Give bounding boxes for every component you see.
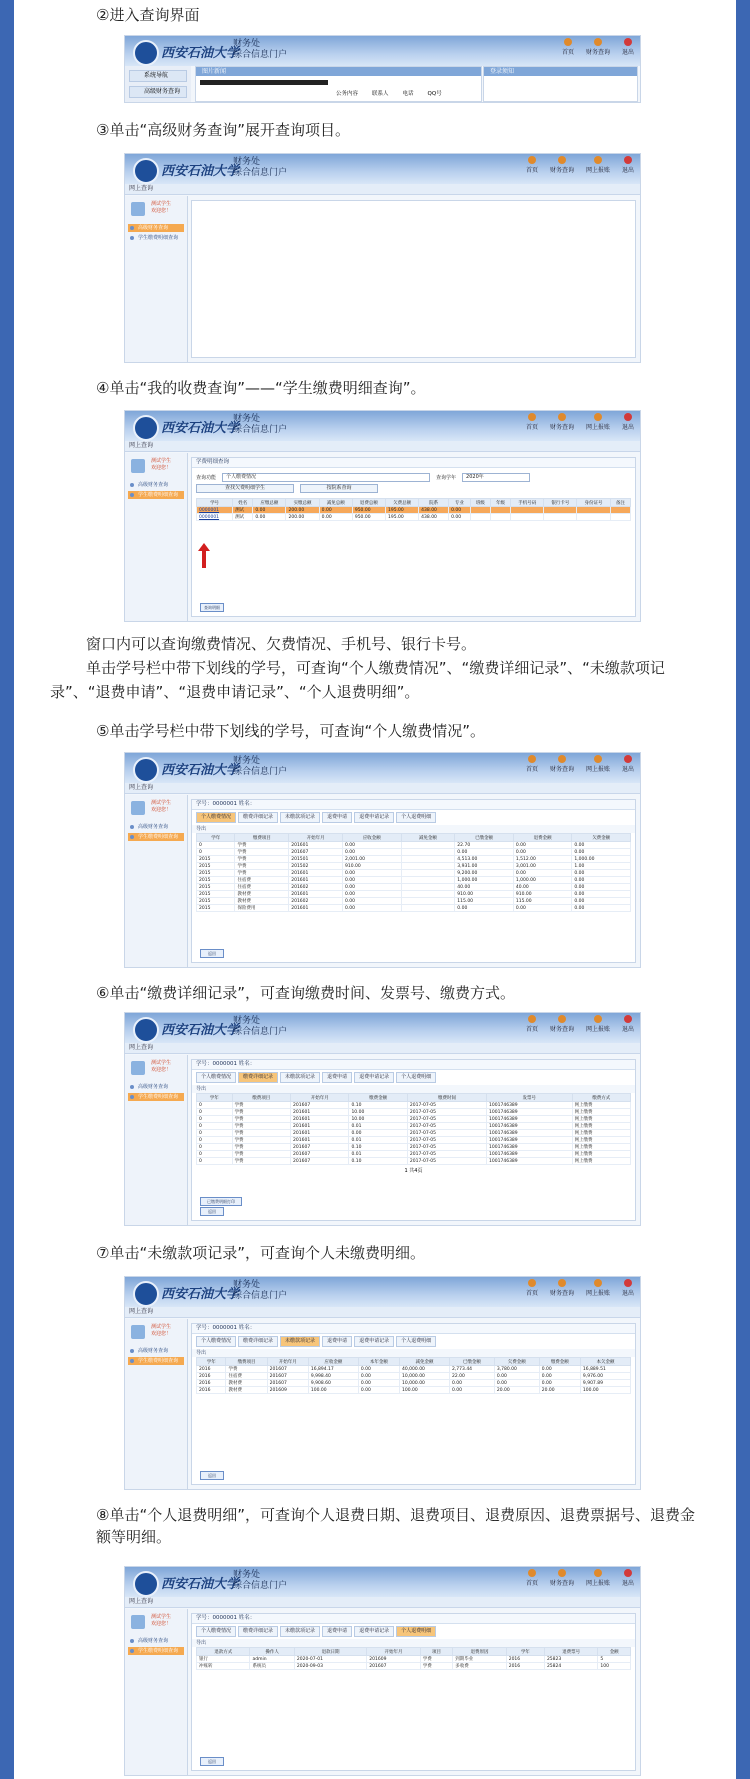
screenshot-advanced-query: 西安石油大学 财务处 综合信息门户 首页 财务查询 网上报账 退出 网上查询 测试学生 欢迎您！ 高级财务查询 学生缴费明细查询 (124, 153, 641, 363)
logout-icon[interactable]: 退出 (622, 38, 634, 56)
step-4-text: ④单击“我的收费查询”——“学生缴费明细查询”。 (96, 379, 426, 397)
return-button[interactable]: 返回 (200, 949, 224, 958)
table-row: 2016 教材费 201609 100.00 0.00 100.00 0.00 20.00 20.00 100.00 (197, 1387, 631, 1394)
red-arrow-icon (202, 550, 206, 568)
panel-title: 学费明细查询 (192, 458, 635, 468)
unpaid-table (196, 1357, 631, 1394)
tab-bar (196, 812, 631, 823)
table-row: 0 学费 201601 10.00 2017-07-05 1001746389 网上缴费 (197, 1116, 631, 1123)
fee-table: 学号 姓名 应缴总额 实缴总额 减免总额 退费总额 欠费总额 院系 专业 班级 年级 手机号码 银行卡号 身份证号 备注 0000001 测试 0.00 200.00 0.00 950.00 195.00 438.00 0.00 0000001 测试 0.00 200.00 0.00 950.00 195.00 438.00 0.00 (196, 498, 631, 521)
column-header: 退款日期 (294, 1648, 366, 1656)
payment-records-table (196, 1093, 631, 1165)
column-header: 缴费金额 (349, 1094, 407, 1102)
column-header: 已缴金额 (455, 834, 514, 842)
tab-refund-detail[interactable]: 个人退费明细 (396, 812, 436, 823)
table-row: 0 学费 201601 10.00 2017-07-05 1001746389 网上缴费 (197, 1109, 631, 1116)
table-row: 0 学费 201607 0.00 0.00 0.00 0.00 (197, 849, 631, 856)
table-row: 0 学费 201607 0.10 2017-07-05 1001746389 网上缴费 (197, 1144, 631, 1151)
column-header: 缴费项目 (226, 1358, 267, 1366)
step-2-text: ②进入查询界面 (96, 6, 200, 24)
portal-title: 财务处 综合信息门户 (233, 39, 288, 60)
column-header: 退费金额 (513, 834, 572, 842)
paragraph-2: 单击学号栏中带下划线的学号，可查询“个人缴费情况”、“缴费详细记录”、“未缴款项记录”、“退费申请”、“退费申请记录”、“个人退费明细”。 (50, 659, 665, 701)
personal-payments-table (196, 833, 631, 912)
sidebar: 测试学生 欢迎您！ 高级财务查询 学生缴费明细查询 (125, 196, 188, 362)
avatar-icon (131, 202, 145, 216)
screenshot-refund-detail: 西安石油大学 财务处 综合信息门户 首页 财务查询 网上报账 退出 网上查询 测试学生 欢迎您！ 高级财务查询 学生缴费明细查询 学号：0000001 姓名： 个人缴费情况 缴费详细记录 未缴款项记录 退费申请 退费申请记录 个人退费明细 导出 退款方式 操作人 退款日期 开始年月 项目 退费原因 学年 退费票号 金额 银行 admin 2020-07-01 201609 学费 到期毕业 2016 25823 5 冲账转 系统员 2020-09-03 201607 学费 多收费 2016 25824 100 返回 (124, 1566, 641, 1776)
table-row: 0 学费 201607 0.01 2017-07-05 1001746389 网上缴费 (197, 1151, 631, 1158)
query-year-select[interactable]: 2020年 (462, 473, 530, 482)
step-6-text: ⑥单击“缴费详细记录”，可查询缴费时间、发票号、缴费方式。 (96, 984, 515, 1002)
pager[interactable]: 1 共4页 (404, 1168, 423, 1174)
table-row: 0 学费 201601 0.00 2017-07-05 1001746389 网上缴费 (197, 1130, 631, 1137)
table-row: 0 学费 201601 0.00 22.70 0.00 0.00 (197, 842, 631, 849)
top-icons (562, 38, 634, 56)
login-notice-title: 登录须知 (484, 67, 637, 76)
table-row: 0 学费 201607 0.10 2017-07-05 1001746389 网上缴费 (197, 1102, 631, 1109)
tab-personal-payments[interactable]: 个人缴费情况 (196, 812, 236, 823)
paragraph-1: 窗口内可以查询缴费情况、欠费情况、手机号、银行卡号。 (86, 635, 477, 653)
link-phone[interactable]: 电话 (402, 91, 414, 97)
screenshot-personal-payments: 西安石油大学 财务处 综合信息门户 首页 财务查询 网上报账 退出 网上查询 测试学生 欢迎您！ 高级财务查询 学生缴费明细查询 学号：0000001 姓名： 个人缴费情况 缴费详细记录 未缴款项记录 退费申请 退费申请记录 个人退费明细 导出 学年 缴费项目 开始年月 应收金额 减免金额 已缴金额 退费金额 欠费金额 0 学费 201601 0.00 22.70 0.00 0.00 0 学费 201607 0.00 0.00 0.00 0.00 2015 学费 201501 2,001.00 4,513.00 1,512.00 1,000.00 2015 学费 201502 910.00 3,931.00 3,001.00 1.00 2015 学费 201601 0.00 9,200.00 0.00 0.00 2015 住宿费 201601 0.00 1,000.00 1,000.00 0.00 2015 住宿费 201602 0.00 40.00 40.00 0.00 2015 教材费 201601 0.00 910.00 910.00 0.00 2015 教材费 201602 0.00 115.00 115.00 0.00 2015 保险费用 201601 0.00 0.00 0.00 0.00 返回 (124, 752, 641, 968)
tab-unpaid[interactable]: 未缴款项记录 (280, 812, 320, 823)
screenshot-unpaid: 西安石油大学 财务处 综合信息门户 首页 财务查询 网上报账 退出 网上查询 测试学生 欢迎您！ 高级财务查询 学生缴费明细查询 学号：0000001 姓名： 个人缴费情况 缴费详细记录 未缴款项记录 退费申请 退费申请记录 个人退费明细 导出 学年 缴费项目 开始年月 应收金额 本年金额 减免金额 已缴金额 欠费金额 缴费金额 本欠金额 2016 学费 201607 16,894.17 0.00 40,000.00 2,773.44 3,780.00 0.00 16,889.51 2016 住宿费 201607 9,998.40 0.00 10,000.00 22.00 0.00 0.00 9,976.00 2016 教材费 201607 9,908.60 0.00 10,000.00 0.00 0.00 0.00 9,907.89 2016 教材费 201609 100.00 0.00 100.00 0.00 20.00 20.00 100.00 返回 (124, 1276, 641, 1490)
step-8-text: ⑧单击“个人退费明细”，可查询个人退费日期、退费项目、退费原因、退费票据号、退费金额等明细。 (96, 1506, 695, 1546)
column-header: 减免金额 (400, 1358, 450, 1366)
print-button[interactable]: 已缴费明细打印 (200, 1197, 242, 1206)
document-page (14, 0, 736, 1779)
table-row: 2015 住宿费 201601 0.00 1,000.00 1,000.00 0.00 (197, 877, 631, 884)
column-header: 退费票号 (544, 1648, 597, 1656)
screenshot-fee-query: 西安石油大学 财务处 综合信息门户 首页 财务查询 网上报账 退出 网上查询 测试学生 欢迎您！ 高级财务查询 学生缴费明细查询 学费明细查询 查询功能 个人缴费情况 查询学年 2020年 查找欠费明细学生 按院系查询 学号 姓名 应缴总额 实缴总额 减免总额 退费总额 欠费总额 院系 专业 班级 年级 手机号码 银行卡号 身份证号 备注 0000001 测试 0.00 200.00 0.00 950.00 195.00 438.00 0.00 0000001 测试 0.00 200.00 0.00 950.00 195.00 438.00 0.00 查询明细 (124, 410, 641, 622)
link-contact[interactable]: 联系人 (372, 91, 389, 97)
column-header: 应收金额 (308, 1358, 358, 1366)
column-header: 发票号 (487, 1094, 572, 1102)
column-header: 学年 (197, 1094, 233, 1102)
table-row: 冲账转 系统员 2020-09-03 201607 学费 多收费 2016 25824 100 (197, 1663, 631, 1670)
news-bar (200, 80, 328, 85)
portal-header (125, 36, 640, 66)
table-row: 2015 教材费 201602 0.00 115.00 115.00 0.00 (197, 898, 631, 905)
query-year-label: 查询学年 (436, 475, 457, 481)
step-5-text: ⑤单击学号栏中带下划线的学号，可查询“个人缴费情况”。 (96, 722, 485, 740)
student-id-header: 学号：0000001 姓名： (192, 800, 635, 810)
column-header: 应收金额 (342, 834, 401, 842)
column-header: 缴费项目 (235, 834, 289, 842)
column-header: 退款方式 (197, 1648, 250, 1656)
column-header: 学年 (197, 1358, 226, 1366)
tab-refund-records[interactable]: 退费申请记录 (354, 812, 394, 823)
finance-query-icon[interactable]: 财务查询 (586, 38, 610, 56)
column-header: 开始年月 (367, 1648, 420, 1656)
column-header: 本年金额 (358, 1358, 399, 1366)
find-arrears-button[interactable]: 查找欠费明细学生 (196, 484, 294, 493)
step-3-text: ③单击“高级财务查询”展开查询项目。 (96, 121, 350, 139)
home-icon[interactable]: 首页 (562, 38, 574, 56)
table-row: 2015 保险费用 201601 0.00 0.00 0.00 0.00 (197, 905, 631, 912)
table-row: 0 学费 201607 0.10 2017-07-05 1001746389 网上缴费 (197, 1158, 631, 1165)
table-row: 0 学费 201601 0.01 2017-07-05 1001746389 网上缴费 (197, 1137, 631, 1144)
screenshot-portal-home (124, 35, 641, 103)
column-header: 已缴金额 (450, 1358, 495, 1366)
link-qq[interactable]: QQ号 (427, 91, 442, 97)
refund-detail-table (196, 1647, 631, 1670)
table-row: 银行 admin 2020-07-01 201609 学费 到期毕业 2016 25823 5 (197, 1656, 631, 1663)
column-header: 减免金额 (401, 834, 455, 842)
sidebar-system-nav[interactable]: 系统导航 (129, 70, 187, 82)
table-row: 2015 学费 201601 0.00 9,200.00 0.00 0.00 (197, 870, 631, 877)
nav-bar: 网上查询 (125, 184, 640, 195)
link-content[interactable]: 公务内容 (336, 91, 359, 97)
menu-advanced-query[interactable]: 高级财务查询 (128, 224, 184, 232)
news-panel-title: 图片新闻 (196, 67, 481, 76)
export-button[interactable]: 导出 (192, 825, 635, 833)
table-row: 2016 学费 201607 16,894.17 0.00 40,000.00 2,773.44 3,780.00 0.00 16,889.51 (197, 1366, 631, 1373)
column-header: 开始年月 (289, 834, 343, 842)
column-header: 操作人 (250, 1648, 294, 1656)
table-row: 2015 教材费 201601 0.00 910.00 910.00 0.00 (197, 891, 631, 898)
table-row: 2015 学费 201502 910.00 3,931.00 3,001.00 1.00 (197, 863, 631, 870)
column-header: 项目 (420, 1648, 453, 1656)
school-logo-icon (133, 40, 159, 66)
column-header: 缴费方式 (572, 1094, 631, 1102)
table-row: 2015 学费 201501 2,001.00 4,513.00 1,512.00 1,000.00 (197, 856, 631, 863)
screenshot-payment-records: 西安石油大学 财务处 综合信息门户 首页 财务查询 网上报账 退出 网上查询 测试学生 欢迎您！ 高级财务查询 学生缴费明细查询 学号：0000001 姓名： 个人缴费情况 缴费详细记录 未缴款项记录 退费申请 退费申请记录 个人退费明细 导出 学年 缴费项目 开始年月 缴费金额 缴费时间 发票号 缴费方式 0 学费 201607 0.10 2017-07-05 1001746389 网上缴费 0 学费 201601 10.00 2017-07-05 1001746389 网上缴费 0 学费 201601 10.00 2017-07-05 1001746389 网上缴费 0 学费 201601 0.01 2017-07-05 1001746389 网上缴费 0 学费 201601 0.00 2017-07-05 1001746389 网上缴费 0 学费 201601 0.01 2017-07-05 1001746389 网上缴费 0 学费 201607 0.10 2017-07-05 1001746389 网上缴费 0 学费 201607 0.01 2017-07-05 1001746389 网上缴费 0 学费 201607 0.10 2017-07-05 1001746389 网上缴费 1 共4页 已缴费明细打印 返回 (124, 1012, 641, 1226)
column-header: 开始年月 (291, 1094, 349, 1102)
query-function-select[interactable]: 个人缴费情况 (222, 473, 430, 482)
tab-payment-records[interactable]: 缴费详细记录 (238, 812, 278, 823)
tab-refund-apply[interactable]: 退费申请 (322, 812, 352, 823)
column-header: 欠费金额 (494, 1358, 539, 1366)
column-header: 缴费项目 (232, 1094, 290, 1102)
school-name: 西安石油大学 (161, 46, 240, 61)
by-department-button[interactable]: 按院系查询 (300, 484, 378, 493)
column-header: 本欠金额 (580, 1358, 630, 1366)
column-header: 退费原因 (453, 1648, 506, 1656)
query-detail-button[interactable]: 查询明细 (200, 603, 224, 612)
column-header: 缴费金额 (539, 1358, 580, 1366)
column-header: 学年 (506, 1648, 544, 1656)
sidebar-advanced-query[interactable]: 高级财务查询 (129, 86, 187, 98)
menu-fee-detail[interactable]: 学生缴费明细查询 (128, 234, 184, 242)
table-row: 2016 住宿费 201607 9,998.40 0.00 10,000.00 22.00 0.00 0.00 9,976.00 (197, 1373, 631, 1380)
query-function-label: 查询功能 (196, 475, 217, 481)
step-7-text: ⑦单击“未缴款项记录”，可查询个人未缴费明细。 (96, 1244, 425, 1262)
column-header: 缴费时间 (407, 1094, 486, 1102)
table-row: 2016 教材费 201607 9,908.60 0.00 10,000.00 0.00 0.00 0.00 9,907.89 (197, 1380, 631, 1387)
column-header: 金额 (598, 1648, 631, 1656)
column-header: 学年 (197, 834, 235, 842)
table-row: 2015 住宿费 201602 0.00 40.00 40.00 0.00 (197, 884, 631, 891)
column-header: 开始年月 (267, 1358, 308, 1366)
column-header: 欠费金额 (572, 834, 631, 842)
table-row: 0 学费 201601 0.01 2017-07-05 1001746389 网上缴费 (197, 1123, 631, 1130)
